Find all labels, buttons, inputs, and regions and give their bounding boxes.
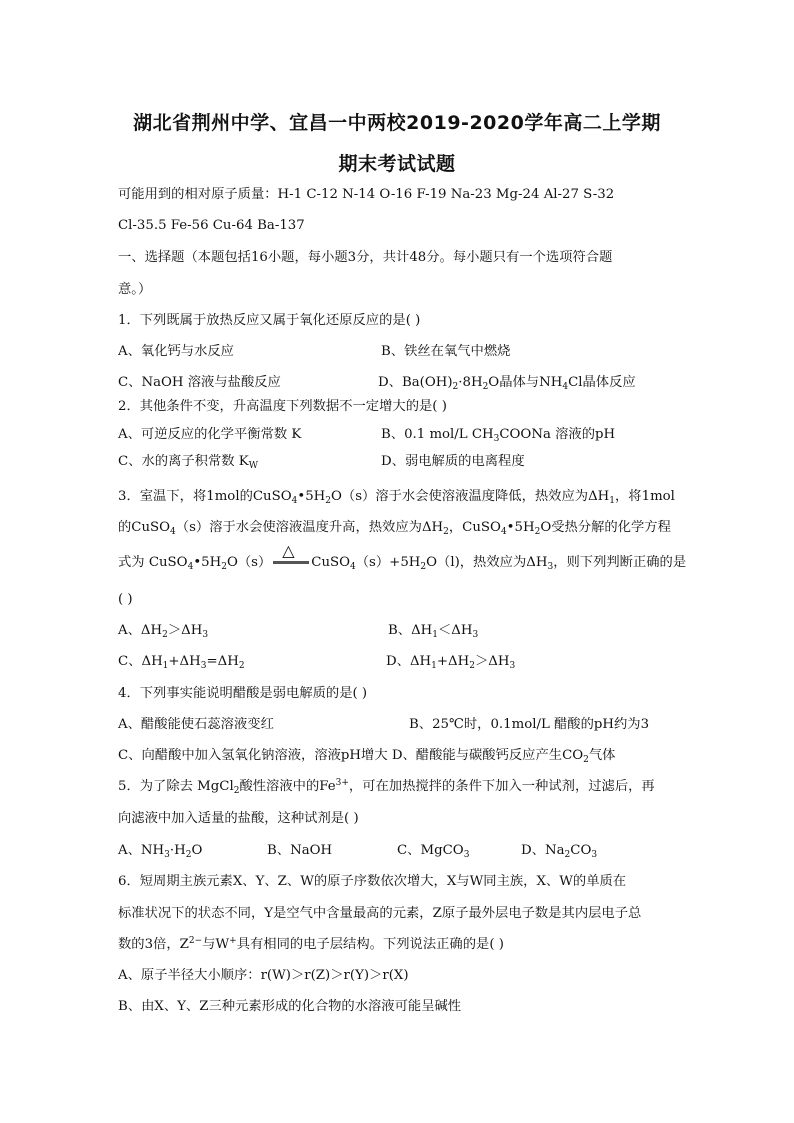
atomic-masses-line1: 可能用到的相对原子质量：H-1 C-12 N-14 O-16 F-19 Na-23 Mg-24 Al-27 S-32 [118, 187, 615, 202]
q2-option-a: A、可逆反应的化学平衡常数 K [118, 427, 302, 442]
q5-option-c: C、MgCO$_3$ [397, 843, 470, 860]
q4-option-b: B、25℃时，0.1mol/L 醋酸的pH约为3 [409, 717, 650, 732]
exam-title-line1: 湖北省荆州中学、宜昌一中两校2019-2020学年高二上学期 [133, 112, 661, 134]
q3-option-a: A、$\Delta H_2>\Delta H_3$ [118, 623, 209, 640]
q1-option-a: A、氧化钙与水反应 [118, 344, 234, 359]
section-heading-line1: 一、选择题（本题包括16小题，每小题3分，共计48分。每小题只有一个选项符合题 [118, 250, 613, 265]
q3-line2: 的CuSO$_4$（s）溶于水会使溶液温度升高，热效应为$\Delta H_2$，$CuSO_4•5H_2O$受热分解的化学方程 [118, 520, 671, 537]
q1-stem: 1．下列既属于放热反应又属于氧化还原反应的是( ) [118, 313, 421, 328]
q5-option-b: B、NaOH [267, 843, 333, 858]
q2-option-c: C、水的离子积常数 $K_W$ [118, 454, 258, 471]
q2-option-b: B、0.1 mol/L $CH_3COONa$ 溶液的pH [381, 427, 616, 444]
q5-option-a: A、$NH_3\cdot H_2O$ [118, 843, 203, 860]
q6-line3: 数的3倍，$Z^{2-}$与W+具有相同的电子层结构。下列说法正确的是( ) [118, 936, 504, 952]
section-heading-line2: 意。） [118, 282, 152, 297]
q3-line3: 式为 $CuSO_4•5H_2O(s)$ △ $CuSO_4(s)+5H_2O(l)$，热效应为$\Delta H_3$，则下列判断正确的是 [118, 541, 687, 572]
q1-option-b: B、铁丝在氧气中燃烧 [381, 344, 511, 359]
q5-line1: 5．为了除去 MgCl$_2$酸性溶液中的$Fe^{3+}$，可在加热搅拌的条件下加入一种试剂，过滤后，再 [118, 778, 655, 796]
q1-option-c: C、NaOH 溶液与盐酸反应 [118, 375, 281, 390]
q5-option-d: D、$Na_2CO_3$ [521, 843, 598, 860]
q3-option-b: B、$\Delta H_1<\Delta H_3$ [388, 623, 479, 640]
q6-line2: 标准状况下的状态不同，Y是空气中含量最高的元素，Z原子最外层电子数是其内层电子总 [118, 906, 642, 921]
q4-option-c-d: C、向醋酸中加入氢氧化钠溶液，溶液pH增大 D、醋酸能与碳酸钙反应产生$CO_2$气体 [118, 748, 616, 765]
atomic-masses-line2: Cl-35.5 Fe-56 Cu-64 Ba-137 [118, 218, 305, 233]
q2-option-d: D、弱电解质的电离程度 [381, 454, 525, 469]
heat-condition-sign: △ [271, 552, 311, 570]
q6-line1: 6．短周期主族元素X、Y、Z、W的原子序数依次增大，X与W同主族，X、W的单质在 [118, 874, 627, 889]
q6-option-b: B、由X、Y、Z三种元素形成的化合物的水溶液可能呈碱性 [118, 999, 462, 1014]
q3-option-d: D、$\Delta H_1+\Delta H_2>\Delta H_3$ [386, 654, 516, 671]
q5-line2: 向滤液中加入适量的盐酸，这种试剂是( ) [118, 811, 359, 826]
q3-answer-paren: ( ) [118, 592, 133, 607]
q3-line1: 3．室温下，将1mol的$CuSO_4•5H_2O(s)$溶于水会使溶液温度降低，热效应为$\Delta H_1$，将1mol [118, 489, 675, 506]
q3-option-c: C、$\Delta H_1+\Delta H_3=\Delta H_2$ [118, 654, 245, 671]
q6-option-a: A、原子半径大小顺序：r(W)＞r(Z)＞r(Y)＞r(X) [118, 968, 409, 983]
exam-title-line2: 期末考试试题 [338, 153, 456, 175]
q4-stem: 4．下列事实能说明醋酸是弱电解质的是( ) [118, 686, 368, 701]
q1-option-d: D、$Ba(OH)_2\cdot 8H_2O$晶体与$NH_4Cl$晶体反应 [378, 375, 636, 392]
q4-option-a: A、醋酸能使石蕊溶液变红 [118, 717, 274, 732]
q2-stem: 2．其他条件不变，升高温度下列数据不一定增大的是( ) [118, 399, 447, 414]
